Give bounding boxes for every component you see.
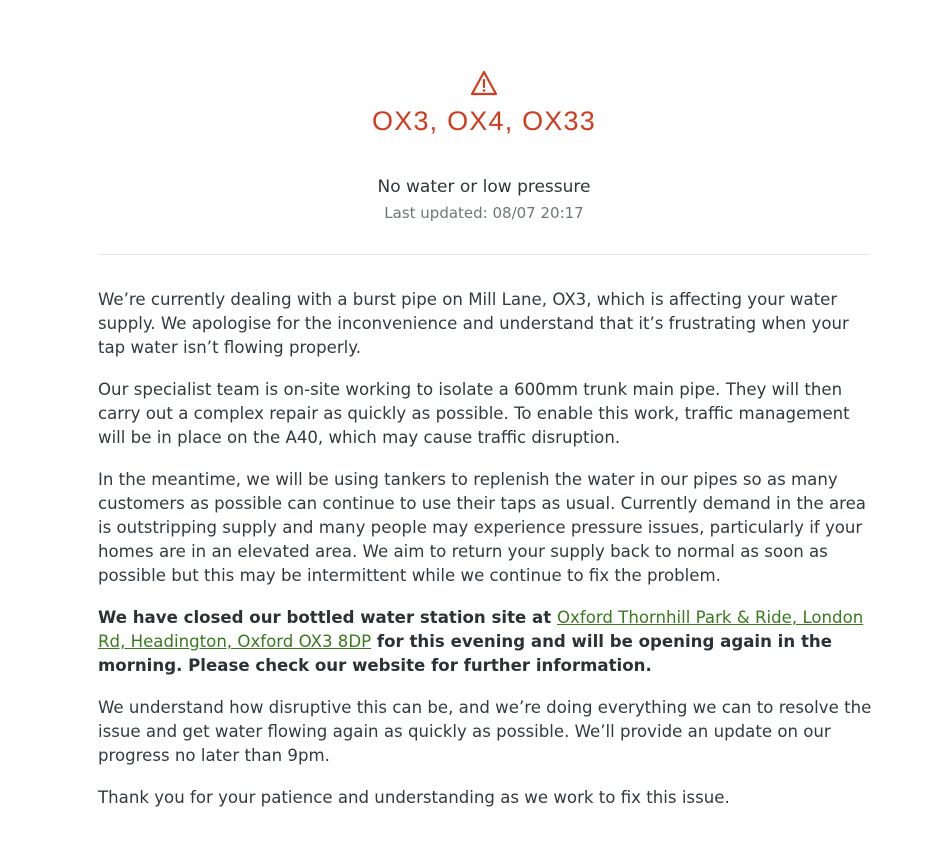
body-paragraph-2: Our specialist team is on-site working to isolate a 600mm trunk main pipe. They will then carry out a complex repair as quickly as possible. To enable this work, traffic management will be in place on the A40, which may cause traffic disruption. bbox=[98, 380, 850, 447]
bottled-water-notice-start: We have closed our bottled water station site at bbox=[98, 608, 552, 627]
last-updated: Last updated: 08/07 20:17 bbox=[384, 204, 584, 222]
body-paragraph-5: We understand how disruptive this can be, and we’re doing everything we can to resolve the issue and get water flowing again as quickly as possible. We’ll provide an update on our progress no later than 9pm. bbox=[98, 698, 872, 765]
body-paragraph-6: Thank you for your patience and understanding as we work to fix this issue. bbox=[98, 788, 730, 807]
bottled-water-notice-end: for this evening and will be opening again in the morning. Please check our website for further information. bbox=[98, 632, 832, 675]
body-paragraph-4 bbox=[98, 606, 876, 678]
page-title: OX3, OX4, OX33 bbox=[372, 106, 596, 136]
incident-body bbox=[98, 288, 876, 828]
body-paragraph-3: In the meantime, we will be using tankers to replenish the water in our pipes so as many customers as possible can continue to use their taps as usual. Currently demand in the area is outstripping supply and many people may experience pressure issues, particularly if your homes are in an elevated area. We aim to return your supply back to normal as soon as possible but this may be intermittent while we continue to fix the problem. bbox=[98, 470, 866, 585]
body-paragraph-1: We’re currently dealing with a burst pipe on Mill Lane, OX3, which is affecting your water supply. We apologise for the inconvenience and understand that it’s frustrating when your tap water isn’t flowing properly. bbox=[98, 290, 849, 357]
divider bbox=[98, 254, 870, 255]
water-station-location-link[interactable]: Oxford Thornhill Park & Ride, London Rd, Headington, Oxford OX3 8DP bbox=[98, 608, 864, 651]
warning-triangle-icon bbox=[470, 70, 498, 96]
incident-type: No water or low pressure bbox=[377, 177, 591, 197]
